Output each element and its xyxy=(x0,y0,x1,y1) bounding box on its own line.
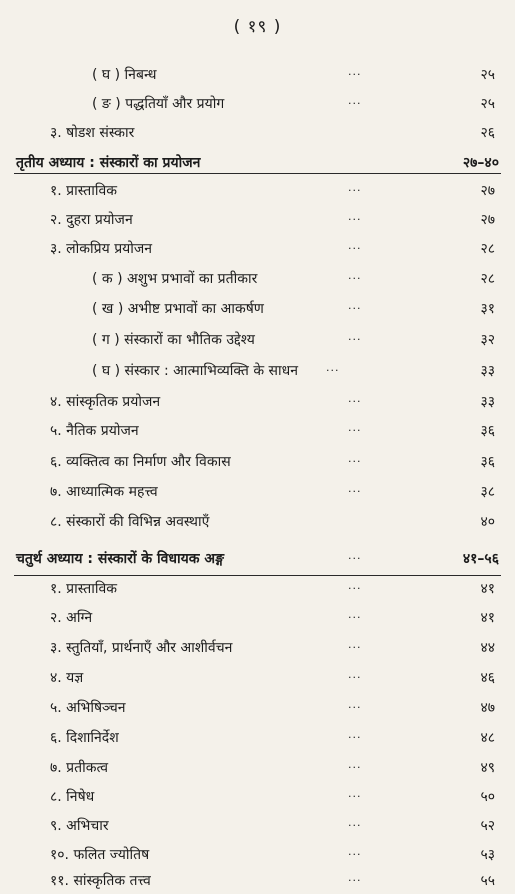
leader-dots: ··· xyxy=(348,242,362,255)
toc-entry xyxy=(0,418,515,444)
toc-page-number: २७ xyxy=(480,183,495,199)
toc-page-number: ५३ xyxy=(480,847,495,863)
toc-page-number: २७ xyxy=(480,212,495,228)
toc-entry xyxy=(0,635,515,661)
toc-entry xyxy=(0,576,515,602)
toc-page-number: ४९ xyxy=(480,760,495,776)
leader-dots: ··· xyxy=(348,819,362,832)
leader-dots: ··· xyxy=(348,455,362,468)
toc-entry-label: ८. संस्कारों की विभिन्न अवस्थाएँ xyxy=(50,514,210,530)
toc-entry-label: १. प्रास्ताविक xyxy=(50,581,117,597)
toc-entry xyxy=(0,605,515,631)
toc-entry xyxy=(0,62,515,88)
leader-dots: ··· xyxy=(348,333,362,346)
toc-page-number: ४१–५६ xyxy=(462,551,499,567)
toc-page-number: ४८ xyxy=(480,730,495,746)
toc-entry xyxy=(0,91,515,117)
toc-entry xyxy=(0,479,515,505)
toc-entry-label: ५. अभिषिञ्चन xyxy=(50,700,126,716)
toc-page-number: २५ xyxy=(480,67,495,83)
leader-dots: ··· xyxy=(348,790,362,803)
leader-dots: ··· xyxy=(348,395,362,408)
toc-page-number: ३६ xyxy=(480,423,495,439)
toc-entry xyxy=(0,236,515,262)
toc-entry-label: ( ख ) अभीष्ट प्रभावों का आकर्षण xyxy=(92,301,264,317)
toc-page-number: ३६ xyxy=(480,454,495,470)
toc-entry xyxy=(0,784,515,810)
leader-dots: ··· xyxy=(348,68,362,81)
toc-page-number: २८ xyxy=(480,271,495,287)
toc-entry-label: ( घ ) निबन्ध xyxy=(92,67,157,83)
leader-dots: ··· xyxy=(348,641,362,654)
toc-entry xyxy=(0,665,515,691)
toc-entry-label: १. प्रास्ताविक xyxy=(50,183,117,199)
toc-entry-label: ४. यज्ञ xyxy=(50,670,84,686)
toc-entry-label: १०. फलित ज्योतिष xyxy=(50,847,150,863)
toc-page-number: ४४ xyxy=(480,640,495,656)
chapter-rule-3 xyxy=(14,173,501,174)
leader-dots: ··· xyxy=(348,272,362,285)
toc-page-number: २५ xyxy=(480,96,495,112)
leader-dots: ··· xyxy=(348,761,362,774)
toc-entry xyxy=(0,842,515,868)
leader-dots: ··· xyxy=(348,213,362,226)
leader-dots: ··· xyxy=(348,582,362,595)
toc-entry xyxy=(0,725,515,751)
toc-page-number: ३३ xyxy=(480,394,495,410)
leader-dots: ··· xyxy=(348,184,362,197)
toc-page-number: ४१ xyxy=(480,610,495,626)
leader-dots: ··· xyxy=(348,874,362,887)
toc-entry-label: ६. व्यक्तित्व का निर्माण और विकास xyxy=(50,454,231,470)
toc-entry xyxy=(0,695,515,721)
toc-entry xyxy=(0,296,515,322)
toc-page-number: २७–४० xyxy=(462,155,499,171)
leader-dots: ··· xyxy=(348,97,362,110)
toc-entry-label: ( ग ) संस्कारों का भौतिक उद्देश्य xyxy=(92,332,255,348)
toc-entry-label: २. दुहरा प्रयोजन xyxy=(50,212,133,228)
toc-entry-label: ( क ) अशुभ प्रभावों का प्रतीकार xyxy=(92,271,258,287)
leader-dots: ··· xyxy=(348,731,362,744)
toc-entry-label: २. अग्नि xyxy=(50,610,93,626)
toc-entry xyxy=(0,358,515,384)
toc-page-number: ५० xyxy=(480,789,495,805)
leader-dots: ··· xyxy=(348,552,362,565)
toc-entry-label: ( घ ) संस्कार : आत्माभिव्यक्ति के साधन xyxy=(92,363,299,379)
chapter-rule-4 xyxy=(14,575,501,576)
toc-entry-label: चतुर्थ अध्याय : संस्कारों के विधायक अङ्ग xyxy=(16,551,224,567)
toc-entry xyxy=(0,389,515,415)
toc-page-number: ४७ xyxy=(480,700,495,716)
toc-entry-label: ४. सांस्कृतिक प्रयोजन xyxy=(50,394,161,410)
leader-dots: ··· xyxy=(348,671,362,684)
toc-chapter-heading xyxy=(0,546,515,572)
toc-page-number: ३२ xyxy=(480,332,495,348)
leader-dots: ··· xyxy=(348,701,362,714)
toc-entry-label: ९. अभिचार xyxy=(50,818,109,834)
leader-dots: ··· xyxy=(348,485,362,498)
toc-entry-label: ७. प्रतीकत्व xyxy=(50,760,108,776)
toc-entry xyxy=(0,207,515,233)
toc-entry xyxy=(0,755,515,781)
toc-entry-label: तृतीय अध्याय : संस्कारों का प्रयोजन xyxy=(16,155,201,171)
toc-entry xyxy=(0,868,515,894)
toc-entry-label: ३. लोकप्रिय प्रयोजन xyxy=(50,241,153,257)
toc-entry-label: ८. निषेध xyxy=(50,789,95,805)
toc-entry xyxy=(0,266,515,292)
toc-page-number: ४० xyxy=(480,514,495,530)
toc-entry xyxy=(0,327,515,353)
toc-page-number: ३१ xyxy=(480,301,495,317)
toc-entry-label: ११. सांस्कृतिक तत्त्व xyxy=(50,873,151,889)
leader-dots: ··· xyxy=(348,848,362,861)
leader-dots: ··· xyxy=(348,424,362,437)
leader-dots: ··· xyxy=(348,302,362,315)
toc-entry-label: ३. षोडश संस्कार xyxy=(50,125,135,141)
toc-entry xyxy=(0,120,515,146)
leader-dots: ··· xyxy=(326,364,340,377)
toc-entry xyxy=(0,509,515,535)
toc-entry xyxy=(0,813,515,839)
toc-page-number: २८ xyxy=(480,241,495,257)
toc-entry-label: ( ङ ) पद्धतियाँ और प्रयोग xyxy=(92,96,225,112)
toc-page-number: ५५ xyxy=(480,873,495,889)
toc-entry-label: ५. नैतिक प्रयोजन xyxy=(50,423,139,439)
toc-page-number: ३८ xyxy=(480,484,495,500)
toc-entry xyxy=(0,178,515,204)
toc-page-number: ५२ xyxy=(480,818,495,834)
toc-page-number: २६ xyxy=(480,125,495,141)
page-number: ( १९ ) xyxy=(233,17,282,37)
leader-dots: ··· xyxy=(348,611,362,624)
toc-entry-label: ३. स्तुतियाँ, प्रार्थनाएँ और आशीर्वचन xyxy=(50,640,233,656)
toc-page-number: ४६ xyxy=(480,670,495,686)
toc-entry-label: ६. दिशानिर्देश xyxy=(50,730,119,746)
toc-entry xyxy=(0,449,515,475)
toc-page-number: ३३ xyxy=(480,363,495,379)
toc-page-number: ४१ xyxy=(480,581,495,597)
toc-entry-label: ७. आध्यात्मिक महत्त्व xyxy=(50,484,158,500)
